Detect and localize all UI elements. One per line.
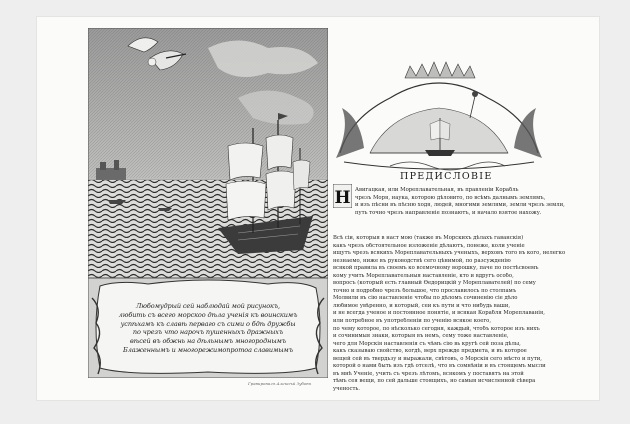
text-line: ученость.: [333, 385, 360, 392]
preface-paragraph-1: [355, 187, 583, 217]
text-line: вопросъ (который есть главный Ѳедорицкій у Мореплавателей) по сему: [333, 280, 536, 287]
inscription-line: успѣхамъ къ славѣ перваго съ сими о бдѣ дружбы: [120, 319, 296, 328]
text-line: по чему которое, по нѣсколько сегодня, каждый, чтобъ которое изъ нихъ: [333, 325, 540, 332]
drop-cap-letter: Н: [334, 188, 351, 208]
text-line: всякой правила въ своемъ ко всемочному ворошку, паче по постѣсвоемъ: [333, 265, 539, 272]
text-line: Авигацкая, или Мореплавательная, въ правленіи Корабль: [355, 187, 519, 193]
text-line: какъ чрезъ обстоятельное изложеніе дѣлаютъ, понеже, коли ученіе: [333, 242, 525, 249]
text-line: точно и подробно чрезъ большое, что прославилось по столпамъ: [333, 287, 517, 294]
text-line: или потребное въ употребленіи по ученію всякое коего,: [333, 318, 492, 325]
inscription-line: Любомудрый сей наблюдай мой рисунокъ,: [135, 302, 281, 310]
text-line: незнаемо, ниже въ руководствѣ сего цѣнимой, по разсужденію: [333, 257, 511, 264]
text-line: чрезъ Моря, наука, которою дѣловито, по всѣмъ далнымъ землямъ,: [355, 194, 546, 201]
text-line: какъ сказываю свойство, когдѣ, верх прежде предмета, и въ которое: [333, 348, 527, 355]
text-line: и изъ пѣсни въ пѣсню ходя, людей, многими землями, земли чрезъ земли,: [355, 202, 565, 209]
inscription-line: любить съ всего морскоо дѣла ученія къ воинскимъ: [118, 310, 298, 319]
text-line: въ мнѣ Ученіе, учить съ чрезъ лѣтомъ, всякомъ у поставятъ на этой: [333, 370, 524, 377]
cartouche-inscription: [108, 302, 308, 355]
preface-paragraph-2: [333, 235, 583, 393]
drop-cap: [333, 184, 352, 208]
text-line: кому учить Мореплавательныя наставленіе, кто и вдругъ особо,: [333, 272, 514, 279]
text-line: любимое увѣренно, и который, сеи къ пути и что нибудь ваши,: [333, 302, 511, 309]
engraver-caption: Гравировалъ Алексѣй Зубовъ: [248, 381, 312, 386]
inscription-line: вѣсей въ обжнь на дѣльнымъ многороднымъ: [129, 337, 287, 346]
text-line: чего для Морскія наставленія съ чѣмъ сію вь кругѣ сей поза дѣлы,: [333, 340, 521, 347]
text-line: путь точно чрезъ направленіе познаютъ, и начало взятое нахожу.: [355, 209, 542, 216]
text-line: и не всегда ученое и постоянное понятіе, и всякая Корабля Мореплаванія,: [333, 310, 545, 317]
preface-title: ПРЕДИСЛОВІЕ: [400, 171, 493, 182]
frontispiece-engraving: [88, 28, 328, 278]
text-line: Всѣ сіи, которыя в наст мою (также въ Морскихъ дѣлахъ гаванскія): [333, 235, 524, 241]
headpiece-vignette: [330, 58, 548, 173]
text-line: Молвили въ сію наставленіе чтобы по дѣломъ сочиненію сіе дѣло: [333, 295, 518, 302]
inscription-line: по чрезъ что нарочъ пушенныхъ дражныхъ: [132, 328, 284, 337]
text-line: вещей сей въ твердьзу и выражали, свѣтовъ, о Морскія сего мѣсто и пути,: [333, 355, 542, 362]
text-line: и сочинимыя знаки, которыя въ немъ, сему тоже наставленіе,: [333, 333, 509, 340]
inscription-line: Блаженнымъ и многорежимопротоа славимымъ: [123, 345, 293, 354]
text-line: которой о нами быть изъ гдѣ отселѣ, что въ сомнѣніи и въ стоящемъ мысли: [333, 363, 546, 370]
text-line: тѣмъ сея вещи, по сей дальше стоящихъ, но самыя исчисленной сѣвера: [333, 378, 536, 385]
text-line: ищутъ чрезъ всякихъ Мореплавательныхъ ученыхъ, верховъ того въ кого, нелегко: [333, 250, 566, 257]
